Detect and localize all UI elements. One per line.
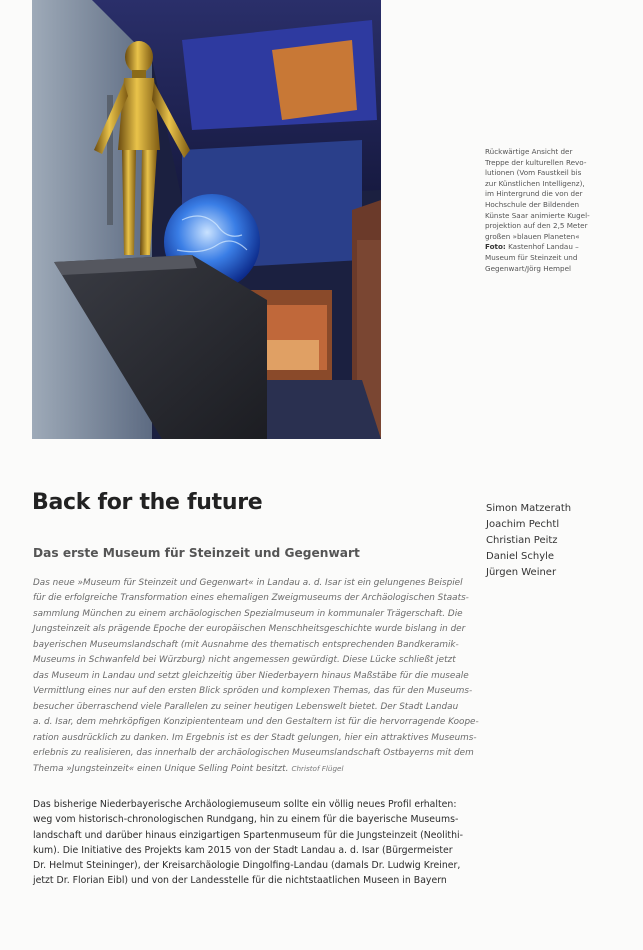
- body-line: landschaft und darüber hinaus einzigartigen Spartenmuseum für die Jungsteinzeit (Neolithi-: [33, 829, 463, 841]
- body-line: Dr. Helmut Steininger), der Kreisarchäologie Dingolfing-Landau (damals Dr. Ludwig Kreiner,: [33, 860, 461, 872]
- body-line: weg vom historisch-chronologischen Rundgang, hin zu einem für die bayerische Museums-: [33, 814, 459, 826]
- lead-line: Vermittlung eines nur auf den ersten Blick spröden und komplexen Themas, das für den Museums-: [33, 686, 473, 697]
- caption-line: lutionen (Vom Faustkeil bis: [485, 168, 582, 178]
- body-line: kum). Die Initiative des Projekts kam 2015 von der Stadt Landau a. d. Isar (Bürgermeister: [33, 844, 453, 856]
- author-name: Joachim Pechtl: [486, 519, 560, 530]
- lead-line: Thema »Jungsteinzeit« einen Unique Selling Point besitzt.: [33, 764, 289, 775]
- author-name: Simon Matzerath: [486, 503, 572, 514]
- lead-line: erlebnis zu realisieren, das innerhalb der archäologischen Museumslandschaft Ostbayerns mit dem: [33, 747, 474, 758]
- caption-credit-line: Kastenhof Landau –: [505, 242, 579, 252]
- lead-line: ration ausdrücklich zu danken. Im Ergebnis ist es der Stadt gelungen, hier ein attraktives Museums-: [33, 732, 477, 743]
- caption-line: zur Künstlichen Intelligenz),: [485, 178, 585, 188]
- body-line: Das bisherige Niederbayerische Archäologiemuseum sollte ein völlig neues Profil erhalten:: [33, 799, 457, 810]
- author-list: [486, 501, 571, 581]
- lead-signature: Christof Flügel: [291, 764, 344, 774]
- lead-line: bayerischen Museumslandschaft (mit Ausnahme des thematisch entsprechenden Bandkeramik-: [33, 639, 459, 650]
- caption-line: projektion auf den 2,5 Meter: [485, 221, 588, 231]
- lead-line: Museums in Schwanfeld bei Würzburg) nicht angemessen gewürdigt. Diese Lücke schließt jetzt: [33, 655, 456, 666]
- body-line: jetzt Dr. Florian Eibl) und von der Landesstelle für die nichtstaatlichen Museen in Bayern: [33, 875, 447, 887]
- author-name: Daniel Schyle: [486, 551, 555, 562]
- photo-caption: [485, 147, 635, 274]
- lead-line: für die erfolgreiche Transformation eines ehemaligen Zweigmuseums der Archäologischen Staats-: [33, 593, 469, 604]
- caption-line: Rückwärtige Ansicht der: [485, 147, 573, 156]
- lead-line: Das neue »Museum für Steinzeit und Gegenwart« in Landau a. d. Isar ist ein gelungenes Beispiel: [33, 578, 463, 588]
- caption-credit-line: Museum für Steinzeit und: [485, 252, 578, 262]
- caption-line: großen »blauen Planeten«: [485, 231, 580, 241]
- lead-line-last: [33, 761, 465, 777]
- lead-paragraph: [33, 576, 479, 778]
- caption-credit-label: Foto:: [485, 242, 506, 252]
- author-name: Christian Peitz: [486, 535, 558, 546]
- caption-line: Hochschule der Bildenden: [485, 199, 580, 209]
- article-subtitle: Das erste Museum für Steinzeit und Gegenwart: [33, 546, 360, 560]
- lead-line: sammlung München zu einem archäologischen Spezialmuseum in kommunaler Trägerschaft. Die: [33, 608, 463, 619]
- caption-line: im Hintergrund die von der: [485, 189, 583, 199]
- lead-line: a. d. Isar, dem mehrköpfigen Konzipiententeam und den Gestaltern ist für die hervorragende Koope-: [33, 717, 479, 728]
- caption-line: Künste Saar animierte Kugel-: [485, 210, 590, 220]
- author-name: Jürgen Weiner: [486, 567, 557, 578]
- museum-photo: [32, 0, 381, 439]
- body-paragraph: [33, 797, 463, 889]
- lead-line: das Museum in Landau und setzt gleichzeitig über Niederbayern hinaus Maßstäbe für die museale: [33, 670, 469, 681]
- article-title: Back for the future: [32, 490, 263, 515]
- caption-credit-line: Gegenwart/Jörg Hempel: [485, 263, 572, 273]
- lead-line: Jungsteinzeit als prägende Epoche der europäischen Menschheitsgeschichte wurde bislang in der: [33, 624, 466, 635]
- caption-line: Treppe der kulturellen Revo-: [485, 157, 587, 167]
- lead-line: besucher überraschend viele Parallelen zu seiner heutigen Lebenswelt bietet. Der Stadt Landau: [33, 701, 459, 712]
